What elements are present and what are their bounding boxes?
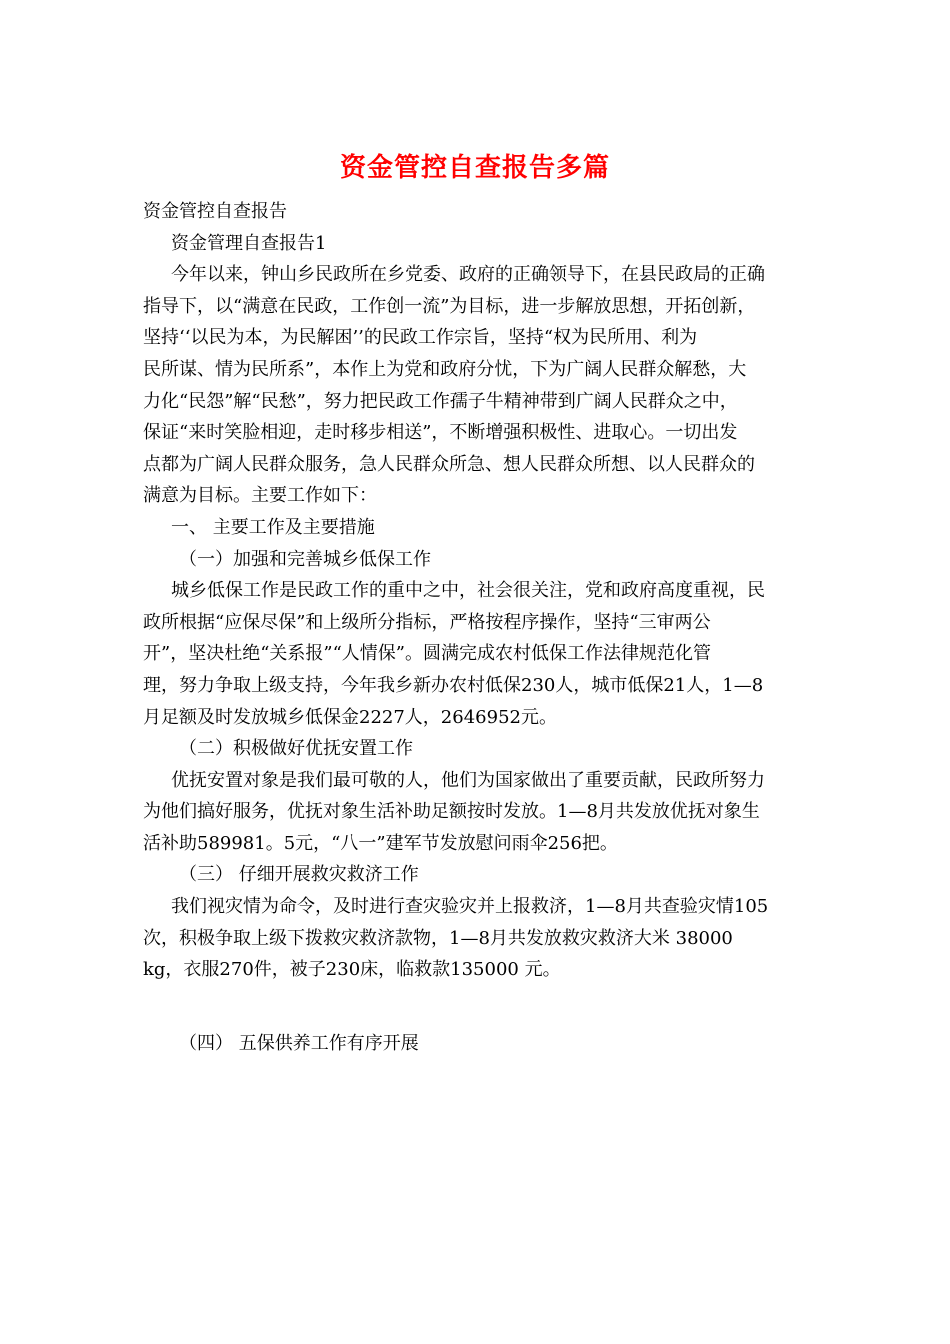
- intro-paragraph: [143, 259, 807, 512]
- document-body: [143, 196, 807, 1059]
- text-line: 坚持‘‘以民为本，为民解困’’的民政工作宗旨，坚持“权为民所用、利为: [143, 327, 698, 349]
- text-line: 月足额及时发放城乡低保金2227人，2646952元。: [143, 706, 557, 728]
- document-title: 资金管控自查报告多篇: [339, 153, 610, 183]
- text-line: 今年以来，钟山乡民政所在乡党委、政府的正确领导下，在县民政局的正确: [171, 264, 765, 286]
- subsection-heading-1: （一）加强和完善城乡低保工作: [179, 548, 431, 570]
- report-heading: 资金管理自查报告1: [171, 232, 327, 254]
- spacer: [143, 986, 807, 1028]
- text-line: 力化“民怨”解“民愁”，努力把民政工作孺子牛精神带到广阔人民群众之中，: [143, 390, 738, 412]
- subsection-paragraph-2: [143, 765, 807, 860]
- text-line: kg，衣服270件，被子230床，临救款135000 元。: [143, 959, 561, 981]
- text-line: 点都为广阔人民群众服务，急人民群众所急、想人民群众所想、以人民群众的: [143, 453, 755, 475]
- text-line: 开”，坚决杜绝“关系报”“人情保”。圆满完成农村低保工作法律规范化管: [143, 643, 712, 665]
- text-line: 活补助589981。5元，“八一”建军节发放慰问雨伞256把。: [143, 832, 618, 854]
- text-line: 次，积极争取上级下拨救灾救济款物，1—8月共发放救灾救济大米 38000: [143, 927, 733, 949]
- text-line: 满意为目标。主要工作如下：: [143, 485, 377, 507]
- text-line: 我们视灾情为命令，及时进行查灾验灾并上报救济，1—8月共查验灾情105: [171, 896, 769, 918]
- subsection-paragraph-1: [143, 575, 807, 733]
- text-line: 指导下，以“满意在民政，工作创一流”为目标，进一步解放思想，开拓创新，: [143, 295, 756, 317]
- text-line: 政所根据“应保尽保”和上级所分指标，严格按程序操作，坚持“三审两公: [143, 611, 711, 633]
- subsection-heading-2: （二）积极做好优抚安置工作: [179, 738, 413, 760]
- text-line: 保证“来时笑脸相迎，走时移步相送”，不断增强积极性、进取心。一切出发: [143, 422, 738, 444]
- section-heading-1: 一、 主要工作及主要措施: [171, 516, 375, 538]
- text-line: 城乡低保工作是民政工作的重中之中，社会很关注，党和政府高度重视，民: [171, 580, 765, 602]
- text-line: 为他们搞好服务，优抚对象生活补助足额按时发放。1—8月共发放优抚对象生: [143, 801, 760, 823]
- document-subtitle: 资金管控自查报告: [143, 201, 287, 222]
- subsection-heading-3: （三） 仔细开展救灾救济工作: [179, 864, 419, 886]
- text-line: 理，努力争取上级支持，今年我乡新办农村低保230人，城市低保21人，1—8: [143, 674, 764, 696]
- text-line: 民所谋、情为民所系”，本作上为党和政府分忧，下为广阔人民群众解愁，大: [143, 358, 747, 380]
- text-line: 优抚安置对象是我们最可敬的人，他们为国家做出了重要贡献，民政所努力: [171, 769, 765, 791]
- subsection-heading-4: （四） 五保供养工作有序开展: [179, 1032, 419, 1054]
- subsection-paragraph-3: [143, 891, 807, 986]
